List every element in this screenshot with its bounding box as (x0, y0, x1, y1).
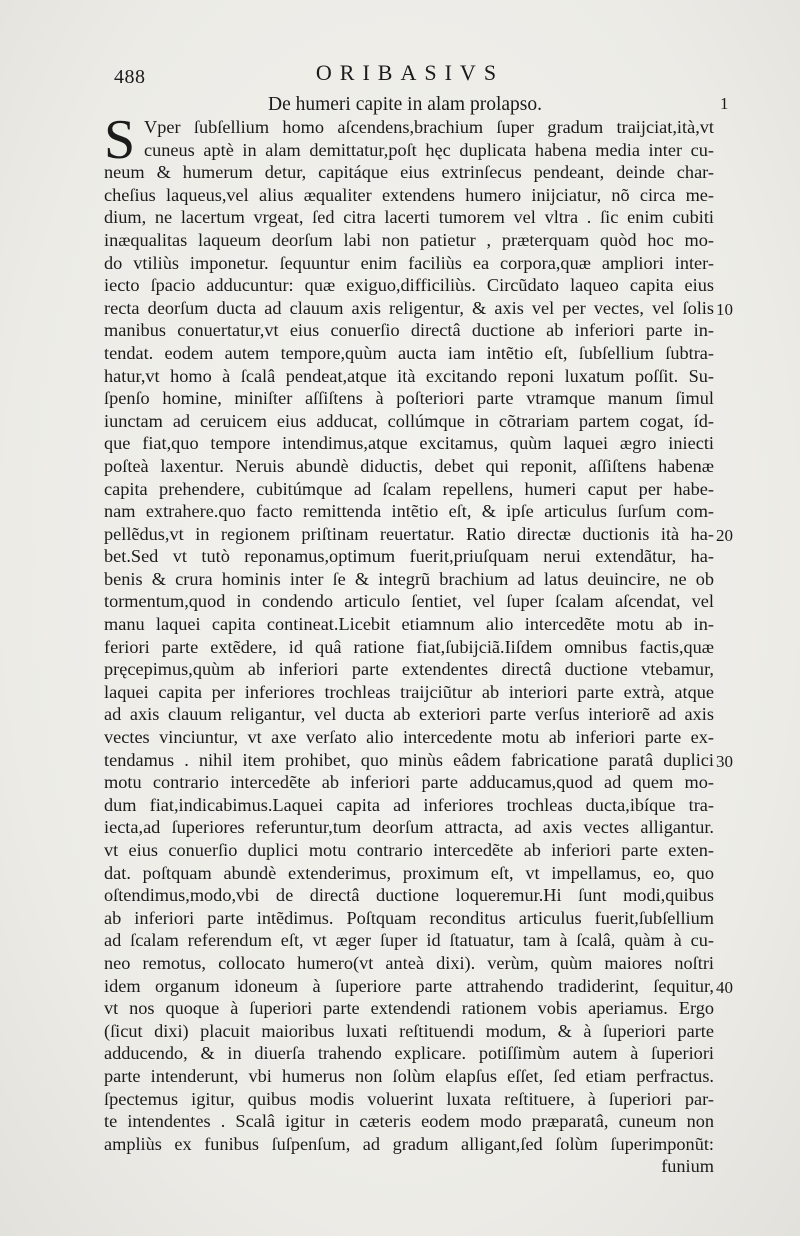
text-line: bet.Sed vt tutò reponamus,optimum fuerit,priuſquam nerui extendãtur, ha- (104, 546, 714, 567)
text-line: neum & humerum detur, capitáque eius extrinſecus pendeant, deinde char- (104, 162, 714, 183)
text-line: iecto ſpacio adducuntur: quæ exiguo,difficiliùs. Circũdato laqueo capita eius (104, 275, 714, 296)
text-line: ad ſcalam referendum eſt, vt æger ſuper id ſtatuatur, tam à ſcalâ, quàm à cu- (104, 930, 714, 951)
text-line: (ſicut dixi) placuit maioribus luxati reſtituendi modum, & à ſuperiori parte (104, 1020, 714, 1041)
text-line: capita prehendere, cubitúmque ad ſcalam repellens, humeri caput per habe- (104, 478, 714, 499)
text-line: dum fiat,indicabimus.Laquei capita ad inferiores trochleas ducta,ibíque tra- (104, 794, 714, 815)
text-line: iunctam ad ceruicem eius adducat, collúmque in cõtrariam partem cogat, íd- (104, 410, 714, 431)
text-line: tormentum,quod in condendo articulo ſentiet, vel ſuper ſcalam aſcendat, vel (104, 591, 714, 612)
text-line: motu contrario intercedẽte ab inferiori parte adducamus,quod ad quem mo- (104, 772, 714, 793)
text-line: feriori parte extẽdere, id quâ ratione fiat,ſubijciã.Iiſdem omnibus factis,quæ (104, 636, 714, 657)
drop-cap: S (104, 109, 136, 171)
section-title: De humeri capite in alam prolapso. (268, 94, 542, 115)
text-line: oſtendimus,modo,vbi de directâ ductione loqueremur.Hi ſunt modi,quibus (104, 885, 714, 906)
text-line: iecta,ad ſuperiores referuntur,tum deorſum attracta, ad axis vectes alligantur. (104, 817, 714, 838)
body-text (104, 109, 714, 1178)
text-line: ab inferiori parte intẽdimus. Poſtquam reconditus articulus fuerit,ſubſellium (104, 907, 714, 928)
text-line: idem organum idoneum à ſuperiore parte attrahendo tradiderint, ſequitur, (104, 975, 714, 996)
text-line: poſteà laxentur. Neruis abundè diductis, debet qui reponit, aſſiſtens habenæ (104, 455, 714, 476)
margin-line-number: 10 (716, 300, 733, 319)
text-line: inæqualitas laqueum deorſum labi non patietur , præterquam quòd hoc mo- (104, 229, 714, 250)
text-line: pręcepimus,quùm ab inferiori parte extendentes directâ ductione vtebamur, (104, 659, 714, 680)
page-number: 488 (114, 66, 146, 88)
text-line: dium, ne lacertum vrgeat, ſed citra lacerti tumorem vel vltra . ſic enim cubiti (104, 207, 714, 228)
text-line: te intendentes . Scalâ igitur in cæteris eodem modo præparatâ, cuneum non (104, 1111, 714, 1132)
text-line: tendat. eodem autem tempore,quùm aucta iam intẽtio eſt, ſubſellium ſubtra- (104, 342, 714, 363)
text-line: cuneus aptè in alam demittatur,poſt hęc duplicata habena media inter cu- (144, 139, 714, 160)
text-line: parte intenderunt, vbi humerus non ſolùm elapſus eſſet, ſed etiam perfractus. (104, 1065, 714, 1086)
text-line: que fiat,quo tempore intendimus,atque excitamus, quùm laquei ægro iniecti (104, 433, 714, 454)
text-line: recta deorſum ducta ad clauum axis religentur, & axis vel per vectes, vel ſolis (104, 297, 714, 318)
margin-line-number: 30 (716, 752, 733, 771)
margin-line-number: 20 (716, 526, 733, 545)
running-head: ORIBASIVS (315, 60, 505, 85)
margin-line-number: 1 (720, 94, 729, 113)
text-line: tendamus . nihil item prohibet, quo minùs eâdem fabricatione paratâ duplici (104, 749, 714, 770)
text-line: adducendo, & in diuerſa trahendo explicare. potiſſimùm autem à ſuperiori (104, 1043, 714, 1064)
margin-line-number: 40 (716, 978, 733, 997)
text-line: laquei capita per inferiores trochleas traijciũtur ab interiori parte extrà, atque (104, 681, 714, 702)
text-line: ſpenſo homine, miniſter aſſiſtens à poſteriori parte vtramque manum ſimul (104, 388, 714, 409)
catchword: funium (661, 1156, 714, 1177)
text-line: manibus conuertatur,vt eius conuerſio directâ ductione ab inferiori parte in- (104, 320, 714, 341)
text-line: benis & crura hominis inter ſe & integrũ brachium ad latus deuincire, ne ob (104, 568, 714, 589)
text-line: hatur,vt homo à ſcalâ pendeat,atque ità excitando reponi luxatum poſſit. Su- (104, 365, 714, 386)
text-line: vt nos quoque à ſuperiori parte extendendi rationem vobis aperiamus. Ergo (104, 998, 714, 1019)
text-line: vectes vinciuntur, vt axe verſato alio intercedente motu ab inferiori parte ex- (104, 727, 714, 748)
text-line: Vper ſubſellium homo aſcendens,brachium ſuper gradum traijciat,ità,vt (144, 117, 714, 137)
first-paragraph-start (104, 109, 714, 171)
text-line: vt eius conuerſio duplici motu contrario intercedẽte ab inferiori parte exten- (104, 840, 714, 860)
text-line: manu laquei capita contineat.Licebit etiamnum alio intercedẽte motu ab in- (104, 614, 714, 635)
text-line: ampliùs ex funibus ſuſpenſum, ad gradum alligant,ſed ſolùm ſuperimponũt: (104, 1133, 714, 1154)
text-line: neo remotus, collocato humero(vt anteà dixi). verùm, quùm maiores noſtri (104, 952, 714, 973)
text-line: ſpectemus igitur, quibus modis voluerint luxata reſtituere, à ſuperiori par- (104, 1088, 714, 1109)
text-line: cheſius laqueus,vel alius æqualiter extendens humero inijciatur, nõ circa me- (104, 184, 714, 205)
text-line: dat. poſtquam abundè extenderimus, proximum eſt, vt impellamus, eo, quo (104, 862, 714, 883)
text-line: ad axis clauum religantur, vel ducta ab exteriori parte verſus interiorẽ ad axis (104, 704, 714, 725)
text-line: nam extrahere.quo facto remittenda intẽtio eſt, & ipſe articulus ſurſum com- (104, 501, 714, 522)
text-line: pellẽdus,vt in regionem priſtinam reuertatur. Ratio directæ ductionis ità ha- (104, 523, 714, 544)
text-line: do vtiliùs imponetur. ſequuntur enim faciliùs ea corpora,quæ ampliori inter- (104, 252, 714, 273)
